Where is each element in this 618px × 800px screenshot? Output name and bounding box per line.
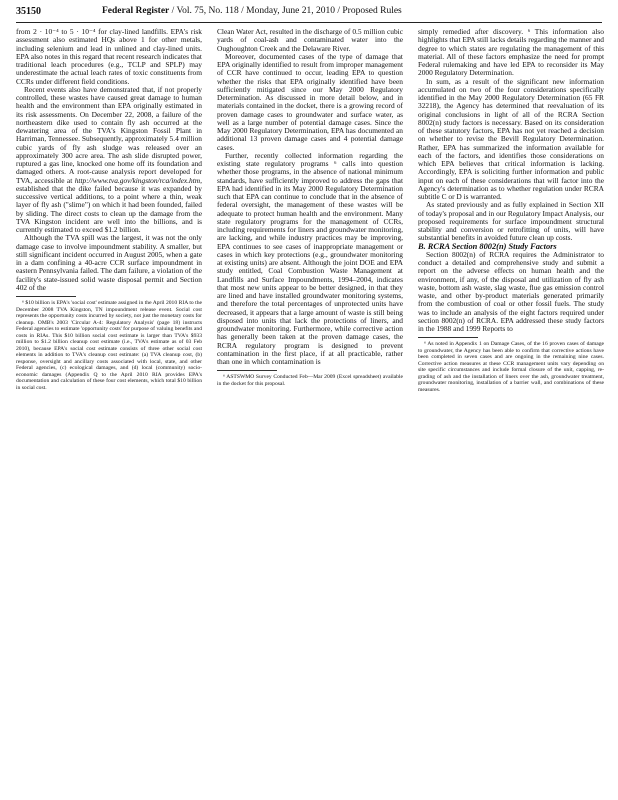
rca-report-link[interactable]: http://www.tva.gov/kingston/rca/index.htm, — [74, 175, 202, 185]
volume-issue: / Vol. 75, No. 118 / Monday, June 21, 2010 / Proposed Rules — [171, 6, 402, 16]
col1-paragraph-3: Although the TVA spill was the largest, it was not the only damage case to involve impoundment stability. A smaller, but still significant incident occurred in August 2005, when a gate in a dam confining a 40-acre CCR surface impoundment in eastern Pennsylvania failed. The dam failure, a violation of the facility's state-issued solid waste disposal permit and Section 402 of the — [16, 233, 202, 292]
header-rule — [16, 22, 602, 23]
col3-paragraph-1: simply remedied after discovery. ⁶ This information also highlights that EPA still lacks details regarding the manner and degree to which states are regulating the management of this material. All of these factors emphasize the need for prompt Federal rulemaking and have led EPA to reconsider its May 2000 Regulatory Determination. — [418, 28, 604, 78]
col2-footnote: ⁶ ASTSWMO Survey Conducted Feb—Mar 2009 (Excel spreadsheet) available in the docket for this proposal. — [217, 374, 403, 387]
col1-footnotes — [16, 300, 202, 391]
col3-footnotes — [418, 341, 604, 393]
section-heading: B. RCRA Section 8002(n) Study Factors — [418, 241, 557, 251]
col2-footnotes — [217, 374, 403, 387]
page-number: 35150 — [16, 6, 41, 17]
footnote-rule — [217, 370, 277, 371]
footnote-rule — [418, 337, 478, 338]
column-2 — [217, 28, 403, 788]
col3-paragraph-3: As stated previously and as fully explained in Section XII of today's proposal and in our Regulatory Impact Analysis, our proposed requirements for surface impoundment structural stability and conversion or retrofitting of units, will have substantial benefits in avoided future clean up costs. — [418, 200, 604, 243]
col3-paragraph-4: Section 8002(n) of RCRA requires the Administrator to conduct a detailed and comprehensive study and submit a report on the adverse effects on human health and the environment, if any, of the disposal and utilization of fly ash waste, bottom ash waste, slag waste, flue gas emission control waste, and other by-product materials generated primarily from the combustion of coal or other fossil fuels. The study was to include an analysis of the eight factors required under section 8002(n) of RCRA. EPA addressed these study factors in the 1988 and 1999 Reports to — [418, 249, 604, 333]
col2-paragraph-3: Further, recently collected information regarding the existing state regulatory programs ⁶ calls into question whether those programs, in the absence of national minimum standards, have sufficiently improved to address the gaps that EPA had identified in its May 2000 Regulatory Determination such that EPA can continue to conclude that in the absence of federal oversight, the management of these wastes will be adequate to protect human health and the environment. Many state regulatory programs for the management of CCRs, including requirements for liners and groundwater monitoring, are lacking, and while industry practices may be improving, EPA continues to see cases of inappropriate management or cases in which key protections (e.g., groundwater monitoring at existing units) are absent. Although the joint DOE and EPA study entitled, Coal Combustion Waste Management at Landfills and Surface Impoundments, 1994–2004, indicates that most new units appear to be better designed, in that they are lined and have installed groundwater monitoring systems, and therefore the total percentages of unprotected units have decreased, it appears that a large amount of waste is still being disposed into units that lack the protections of liners, and groundwater monitoring. Furthermore, while corrective action has generally been taken at the proven damage cases, the RCRA regulatory program is designed to prevent contamination in the first place, if at all practicable, rather than one in which contamination is — [217, 150, 403, 366]
col3-footnote: ⁶ As noted in Appendix 1 on Damage Cases, of the 16 proven cases of damage to groundwater, the Agency has been able to confirm that corrective actions have been completed in seven cases and are ongoing in the remaining nine cases. Corrective action measures at these CCR management units vary depending on site specific circumstances and include formal closure of the unit, capping, re-grading of ash and the installation of liners over the ash, groundwater treatment, groundwater monitoring, installation of a barrier wall, and combinations of these measures. — [418, 341, 604, 393]
page-header — [16, 6, 602, 20]
running-head — [102, 6, 402, 16]
col3-paragraph-2: In sum, as a result of the significant new information accumulated on two of the four considerations specifically identified in the May 2000 Regulatory Determination (65 FR 32218), the Agency has determined that reevaluation of its original conclusions in light of all of the RCRA Section 8002(n) study factors is necessary. Based on its consideration of these statutory factors, EPA has not yet reached a decision on whether to revise the Bevill Regulatory Determination. Rather, EPA has summarized the information available for each of the factors, and identifies those considerations on which EPA believes that critical information is lacking. Accordingly, EPA is soliciting further information and public input on each of these considerations that will factor into the Agency's determination as to whether regulation under RCRA subtitle C or D is warranted. — [418, 76, 604, 201]
col1-paragraph-2a: Recent events also have demonstrated that, if not properly controlled, these wastes have caused great damage to human health and the environment than EPA originally estimated in its risk assessments. On December 22, 2008, a failure of the northeastern dike used to contain fly ash occurred at the dewatering area of the TVA's Kingston Fossil Plant in Harriman, Tennessee. Subsequently, approximately 5.4 million cubic yards of fly ash sludge was released over an approximately 300 acre area. The ash slide disrupted power, ruptured a gas line, knocked one home off its foundation and damaged others. A root-cause analysis report developed for TVA, accessible at — [16, 84, 202, 185]
col1-paragraph-1: from 2 · 10⁻⁴ to 5 · 10⁻⁴ for clay-lined landfills. EPA's risk assessment also estimated HQs above 1 for other metals, including selenium and lead in unlined and clay-lined units. EPA also notes in this regard that recent research indicates that traditional leach procedures (e.g., TCLP and SPLP) may underestimate the actual leach rates of toxic constituents from CCRs under different field conditions. — [16, 28, 202, 86]
column-1 — [16, 28, 202, 788]
col1-paragraph-2b: established that the dike failed because it was expanded by successive vertical additions, to a point where a thin, weak layer of fly ash ("slime") on which it had been founded, failed by sliding. The direct costs to clean up the damage from the TVA Kingston incident are well into the billions, and is currently estimated to exceed $1.2 billion. — [16, 183, 202, 234]
column-3 — [418, 28, 604, 788]
col1-paragraph-2 — [16, 86, 202, 235]
publication-name: Federal Register — [102, 6, 170, 16]
col2-paragraph-2: Moreover, documented cases of the type of damage that EPA originally identified to result from improper management of CCR have continued to occur, leading EPA to question whether the risks that EPA originally identified have been sufficiently mitigated since our May 2000 Regulatory Determination. As discussed in more detail below, and in materials contained in the docket, there is a growing record of proven damage cases to groundwater and surface water, as well as a large number of potential damage cases. Since the May 2000 Regulatory Determination, EPA has documented an additional 13 proven damage cases and 4 potential damage cases. — [217, 51, 403, 152]
footnote-rule — [16, 296, 76, 297]
col2-paragraph-1: Clean Water Act, resulted in the discharge of 0.5 million cubic yards of coal-ash and contaminated water into the Oughoughton Creek and the Delaware River. — [217, 28, 403, 53]
col1-footnote: ⁶ $10 billion is EPA's 'social cost' estimate assigned in the April 2010 RIA to the December 2008 TVA Kingston, TN impoundment release event. Social cost represents the opportunity costs incurred by society, not just the monetary costs for cleanup. OMB's 2003 'Circular A-4: Regulatory Analysis' (page 18) instructs Federal agencies to estimate 'opportunity costs' for purpose of valuing benefits and costs in RIAs. This $10 billion social cost estimate is larger than TVA's $933 million to $1.2 billion cleanup cost estimate (i.e., TVA's estimate as of 03 Feb 2010), because EPA's social cost estimate consists of three other social cost elements in addition to TVA's cleanup cost estimate: (a) TVA cleanup cost, (b) response, oversight and ancillary costs associated with local, state, and other Federal agencies, (c) ecological damages, and (d) local (community) socio-economic damages (Appendix Q to the April 2010 RIA provides EPA's documentation and calculation of these four cost elements, which total $10 billion in social cost. — [16, 300, 202, 391]
